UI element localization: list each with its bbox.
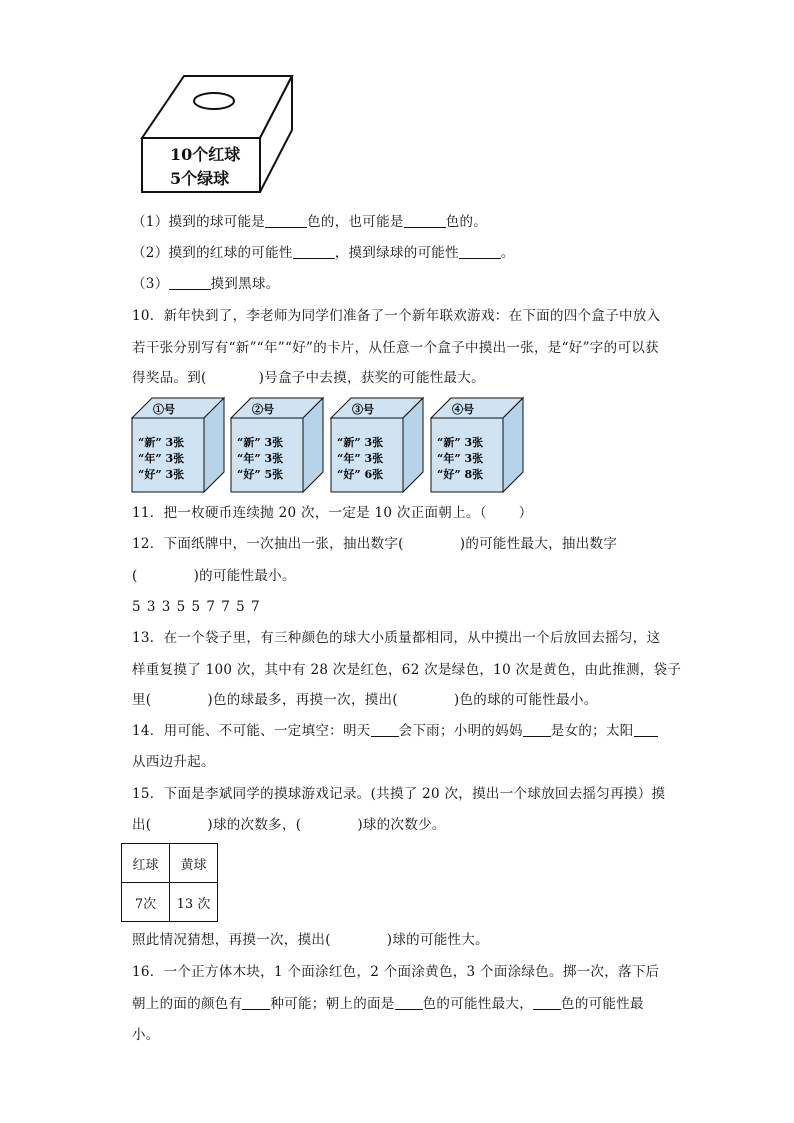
- ball-box-illustration: [140, 72, 300, 196]
- q16-line2: [132, 994, 644, 1014]
- card-box-2-row-1: “新” 3张: [237, 436, 284, 449]
- q15-after-table: [132, 930, 489, 950]
- q15-record-table: [121, 843, 218, 922]
- card-box-2: [231, 398, 323, 492]
- q9-part1-text2: 色的，也可能是: [307, 214, 404, 230]
- q16-answer-blank-1[interactable]: [242, 995, 270, 1010]
- card-box-1-row-2: “年” 3张: [138, 452, 185, 465]
- q13-line1: 13．在一个袋子里，有三种颜色的球大小质量都相同，从中摸出一个后放回去摇匀，这: [132, 630, 661, 646]
- q12-line2: [132, 566, 296, 586]
- q9-part2: [132, 243, 515, 263]
- table-row: [122, 844, 218, 883]
- q9-part1-text: （1）摸到的球可能是: [132, 214, 266, 230]
- card-boxes: [128, 396, 528, 494]
- q16-line1: 16．一个正方体木块，1 个面涂红色，2 个面涂黄色，3 个面涂绿色。掷一次，落下后: [132, 964, 660, 980]
- card-box-4-row-3: “好” 8张: [437, 468, 484, 481]
- q13-line3-text2: )色的球最多，再摸一次，摸出(: [207, 692, 398, 708]
- q16-line3: 小。: [132, 1027, 160, 1043]
- q11-text: 11．把一枚硬币连续抛 20 次，一定是 10 次正面朝上。（: [132, 505, 487, 521]
- q14-line1-text2: 会下雨；小明的妈妈: [398, 723, 523, 739]
- card-box-3-row-3: “好” 6张: [337, 468, 384, 481]
- q12-line1: [132, 534, 617, 554]
- table-cell-red: 7次: [122, 883, 170, 922]
- card-box-2-row-3: “好” 5张: [237, 468, 284, 481]
- q14-answer-blank-2[interactable]: [523, 722, 551, 737]
- box-opening: [194, 93, 234, 109]
- card-box-1-title: ①号: [153, 403, 175, 416]
- q9-part3-blank[interactable]: [169, 275, 211, 290]
- q15-after-text2: )球的可能性大。: [386, 932, 489, 948]
- q16-answer-blank-2[interactable]: [395, 995, 423, 1010]
- card-box-3: [331, 398, 423, 492]
- q14-line1-text3: 是女的；太阳: [550, 723, 634, 739]
- q15-line2-text: 出(: [132, 817, 152, 833]
- q15-line2-text2: )球的次数多，(: [207, 817, 302, 833]
- q10-line1: 10．新年快到了，李老师为同学们准备了一个新年联欢游戏：在下面的四个盒子中放入: [132, 308, 661, 324]
- box-label-red: 10个红球: [170, 145, 241, 164]
- q16-answer-blank-3[interactable]: [533, 995, 561, 1010]
- q14-answer-blank-3[interactable]: [634, 722, 658, 737]
- q12-line2-text2: )的可能性最小。: [193, 568, 296, 584]
- q14-answer-blank-1[interactable]: [371, 722, 399, 737]
- q16-line2-text: 朝上的面的颜色有: [132, 996, 243, 1012]
- q12-line1-text2: )的可能性最大，抽出数字: [459, 536, 618, 552]
- card-box-4-row-2: “年” 3张: [437, 452, 484, 465]
- card-box-1: [132, 398, 224, 492]
- q9-part2-blank-2[interactable]: [459, 244, 501, 259]
- card-box-3-row-2: “年” 3张: [337, 452, 384, 465]
- q11-line: [132, 503, 533, 523]
- q15-after-text: 照此情况猜想，再摸一次，摸出(: [132, 932, 331, 948]
- q10-line3-text: 得奖品。到(: [132, 370, 207, 386]
- table-header-yellow: 黄球: [170, 844, 218, 883]
- q13-line3-text: 里(: [132, 692, 152, 708]
- q14-line1-text: 14．用可能、不可能、一定填空：明天: [132, 723, 371, 739]
- q12-line2-text: (: [132, 568, 138, 584]
- box-label-green: 5个绿球: [170, 169, 230, 188]
- card-box-4-row-1: “新” 3张: [437, 436, 484, 449]
- q9-part2-text3: 。: [500, 245, 515, 261]
- card-box-4-title: ④号: [452, 403, 474, 416]
- q10-line2: 若干张分别写有“新”“年”“好”的卡片，从任意一个盒子中摸出一张，是“好”字的可以获: [132, 340, 659, 356]
- q14-line2: 从西边升起。: [132, 754, 215, 770]
- card-box-2-row-2: “年” 3张: [237, 452, 284, 465]
- q10-line3: [132, 368, 485, 388]
- card-box-2-title: ②号: [252, 403, 274, 416]
- table-row: [122, 883, 218, 922]
- q10-line3-text2: )号盒子中去摸，获奖的可能性最大。: [258, 370, 485, 386]
- q9-part3-text: （3）: [132, 276, 169, 292]
- card-box-1-row-1: “新” 3张: [138, 436, 185, 449]
- card-box-3-title: ③号: [352, 403, 374, 416]
- q13-line3-text3: )色的球的可能性最小。: [453, 692, 598, 708]
- q15-line2-text3: )球的次数少。: [357, 817, 446, 833]
- q9-part1-blank-1[interactable]: [265, 213, 307, 228]
- q9-part2-blank-1[interactable]: [293, 244, 335, 259]
- q14-line1: [132, 721, 658, 741]
- q16-line2-text3: 色的可能性最大，: [422, 996, 534, 1012]
- q15-line1: 15．下面是李斌同学的摸球游戏记录。(共摸了 20 次，摸出一个球放回去摇匀再摸）摸: [132, 786, 666, 802]
- q13-line3: [132, 690, 598, 710]
- q9-part1: [132, 212, 487, 232]
- q9-part2-text2: ，摸到绿球的可能性: [334, 245, 459, 261]
- q9-part1-text3: 色的。: [445, 214, 488, 230]
- q13-line2: 样重复摸了 100 次，其中有 28 次是红色，62 次是绿色，10 次是黄色，由此推测，袋子: [132, 662, 682, 678]
- card-box-3-row-1: “新” 3张: [337, 436, 384, 449]
- q16-line2-text4: 色的可能性最: [561, 996, 644, 1012]
- table-header-red: 红球: [122, 844, 170, 883]
- q9-part3-text2: 摸到黑球。: [210, 276, 280, 292]
- q9-part1-blank-2[interactable]: [404, 213, 446, 228]
- q11-text2: ）: [518, 505, 533, 521]
- q15-line2: [132, 815, 446, 835]
- q16-line2-text2: 种可能；朝上的面是: [270, 996, 395, 1012]
- card-box-1-row-3: “好” 3张: [138, 468, 185, 481]
- q9-part3: [132, 274, 280, 294]
- table-cell-yellow: 13 次: [170, 883, 218, 922]
- q12-line1-text: 12．下面纸牌中，一次抽出一张，抽出数字(: [132, 536, 404, 552]
- card-box-4: [431, 398, 523, 492]
- q12-card-numbers: 5 3 3 5 5 7 7 5 7: [132, 599, 261, 615]
- q9-part2-text: （2）摸到的红球的可能性: [132, 245, 293, 261]
